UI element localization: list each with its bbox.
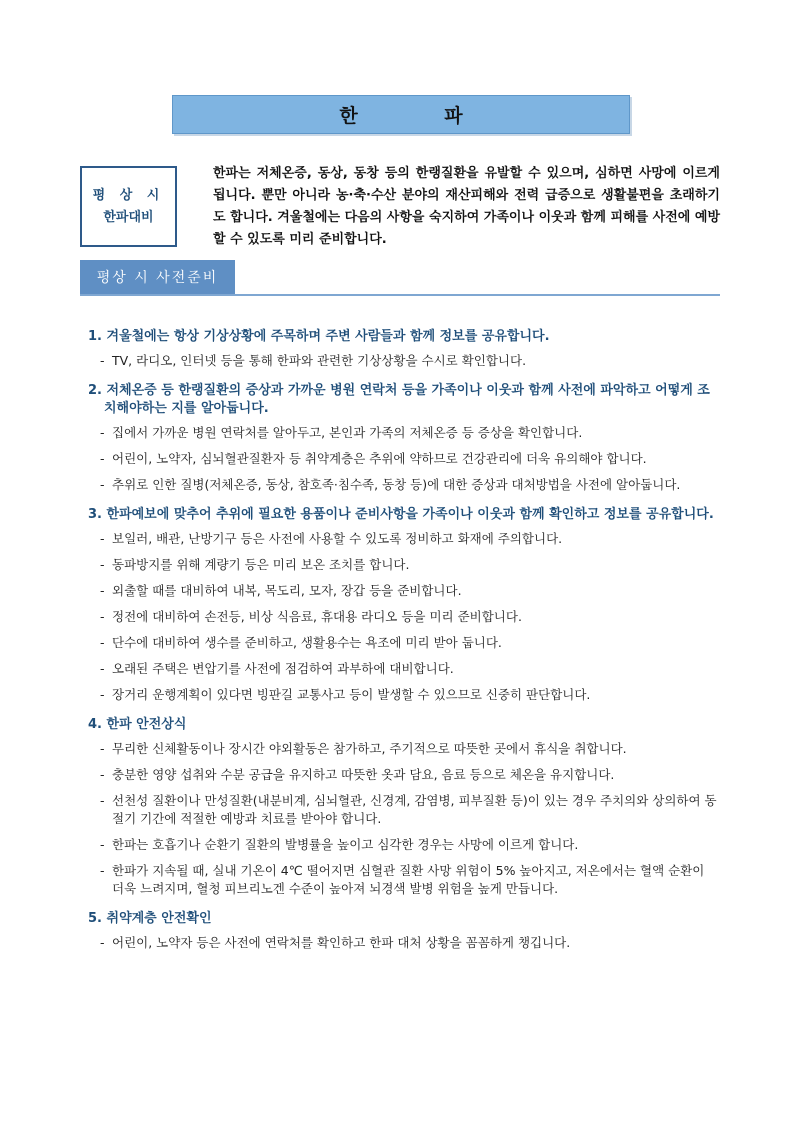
bullet-dash: - — [100, 837, 105, 852]
bullet-text: 어린이, 노약자, 심뇌혈관질환자 등 취약계층은 추위에 약하므로 건강관리에 더욱 유의해야 합니다. — [112, 451, 647, 466]
intro-paragraph: 한파는 저체온증, 동상, 동창 등의 한랭질환을 유발할 수 있으며, 심하면 사망에 이르게 됩니다. 뿐만 아니라 농·축·수산 분야의 재산피해와 전력 급증으로 생활불편을 초래하기도 합니다. 겨울철에는 다음의 사항을 숙지하여 가족이나 이웃과 함께 피해를 사전에 예방할 수 있도록 미리 준비합니다. — [213, 166, 720, 247]
bullet-dash: - — [100, 935, 105, 950]
guideline-heading: 4. 한파 안전상식 — [88, 717, 187, 732]
guideline-bullet — [88, 862, 720, 898]
guideline-bullet — [88, 660, 720, 678]
bullet-text: 선천성 질환이나 만성질환(내분비계, 심뇌혈관, 신경계, 감염병, 피부질환 등)이 있는 경우 주치의와 상의하여 동절기 기간에 적절한 예방과 치료를 받아야 합니다. — [112, 793, 717, 826]
bullet-text: 충분한 영양 섭취와 수분 공급을 유지하고 따뜻한 옷과 담요, 음료 등으로 체온을 유지합니다. — [112, 767, 615, 782]
bullet-dash: - — [100, 767, 105, 782]
bullet-text: 단수에 대비하여 생수를 준비하고, 생활용수는 욕조에 미리 받아 둡니다. — [112, 635, 502, 650]
guideline-bullet — [88, 476, 720, 494]
guideline-heading: 3. 한파예보에 맞추어 추위에 필요한 용품이나 준비사항을 가족이나 이웃과 함께 확인하고 정보를 공유합니다. — [88, 507, 714, 522]
guideline-bullet — [88, 634, 720, 652]
bullet-dash: - — [100, 353, 105, 368]
guideline-bullet — [88, 582, 720, 600]
guideline-bullet — [88, 766, 720, 784]
guideline-bullet — [88, 740, 720, 758]
intro-label-box — [80, 166, 177, 247]
bullet-text: 보일러, 배관, 난방기구 등은 사전에 사용할 수 있도록 정비하고 화재에 주의합니다. — [112, 531, 563, 546]
guideline-bullet — [88, 836, 720, 854]
bullet-dash: - — [100, 451, 105, 466]
bullet-text: 정전에 대비하여 손전등, 비상 식음료, 휴대용 라디오 등을 미리 준비합니다. — [112, 609, 522, 624]
guideline-bullet — [88, 686, 720, 704]
guideline-item — [88, 328, 720, 370]
guideline-bullet — [88, 424, 720, 442]
guideline-list — [88, 328, 720, 964]
guideline-bullet — [88, 608, 720, 626]
guideline-item — [88, 506, 720, 704]
guideline-heading: 5. 취약계층 안전확인 — [88, 911, 212, 926]
bullet-dash: - — [100, 583, 105, 598]
bullet-text: 오래된 주택은 변압기를 사전에 점검하여 과부하에 대비합니다. — [112, 661, 454, 676]
guideline-bullet — [88, 450, 720, 468]
guideline-bullet — [88, 352, 720, 370]
guideline-bullet — [88, 530, 720, 548]
bullet-text: 외출할 때를 대비하여 내복, 목도리, 모자, 장갑 등을 준비합니다. — [112, 583, 462, 598]
section-divider — [80, 294, 720, 296]
bullet-text: 동파방지를 위해 계량기 등은 미리 보온 조치를 합니다. — [112, 557, 410, 572]
section-title: 평상 시 사전준비 — [80, 260, 235, 294]
bullet-dash: - — [100, 609, 105, 624]
bullet-dash: - — [100, 661, 105, 676]
bullet-dash: - — [100, 635, 105, 650]
page-title: 한 파 — [172, 95, 630, 134]
bullet-text: TV, 라디오, 인터넷 등을 통해 한파와 관련한 기상상황을 수시로 확인합니다. — [112, 353, 527, 368]
guideline-bullet — [88, 556, 720, 574]
bullet-dash: - — [100, 863, 105, 878]
bullet-dash: - — [100, 557, 105, 572]
bullet-dash: - — [100, 477, 105, 492]
bullet-text: 무리한 신체활동이나 장시간 야외활동은 참가하고, 주기적으로 따뜻한 곳에서 휴식을 취합니다. — [112, 741, 627, 756]
intro-label-line1: 평 상 시 — [92, 187, 165, 203]
bullet-dash: - — [100, 531, 105, 546]
bullet-text: 한파는 호흡기나 순환기 질환의 발병률을 높이고 심각한 경우는 사망에 이르게 합니다. — [112, 837, 579, 852]
bullet-text: 한파가 지속될 때, 실내 기온이 4℃ 떨어지면 심혈관 질환 사망 위험이 5% 높아지고, 저온에서는 혈액 순환이 더욱 느려지며, 혈청 피브리노겐 수준이 높아져 뇌경색 발병 위험을 높게 만듭니다. — [112, 863, 705, 896]
guideline-heading: 2. 저체온증 등 한랭질환의 증상과 가까운 병원 연락처 등을 가족이나 이웃과 함께 사전에 파악하고 어떻게 조치해야하는 지를 알아둡니다. — [88, 383, 710, 416]
intro-label-line2: 한파대비 — [103, 209, 154, 225]
guideline-item — [88, 716, 720, 898]
bullet-text: 장거리 운행계획이 있다면 빙판길 교통사고 등이 발생할 수 있으므로 신중히 판단합니다. — [112, 687, 591, 702]
bullet-dash: - — [100, 741, 105, 756]
guideline-bullet — [88, 792, 720, 828]
guideline-item — [88, 910, 720, 952]
bullet-dash: - — [100, 793, 105, 808]
guideline-bullet — [88, 934, 720, 952]
guideline-item — [88, 382, 720, 494]
bullet-dash: - — [100, 687, 105, 702]
bullet-dash: - — [100, 425, 105, 440]
bullet-text: 어린이, 노약자 등은 사전에 연락처를 확인하고 한파 대처 상황을 꼼꼼하게 챙깁니다. — [112, 935, 571, 950]
bullet-text: 집에서 가까운 병원 연락처를 알아두고, 본인과 가족의 저체온증 등 증상을 확인합니다. — [112, 425, 583, 440]
bullet-text: 추위로 인한 질병(저체온증, 동상, 참호족·침수족, 동창 등)에 대한 증상과 대처방법을 사전에 알아둡니다. — [112, 477, 681, 492]
guideline-heading: 1. 겨울철에는 항상 기상상황에 주목하며 주변 사람들과 함께 정보를 공유합니다. — [88, 329, 550, 344]
